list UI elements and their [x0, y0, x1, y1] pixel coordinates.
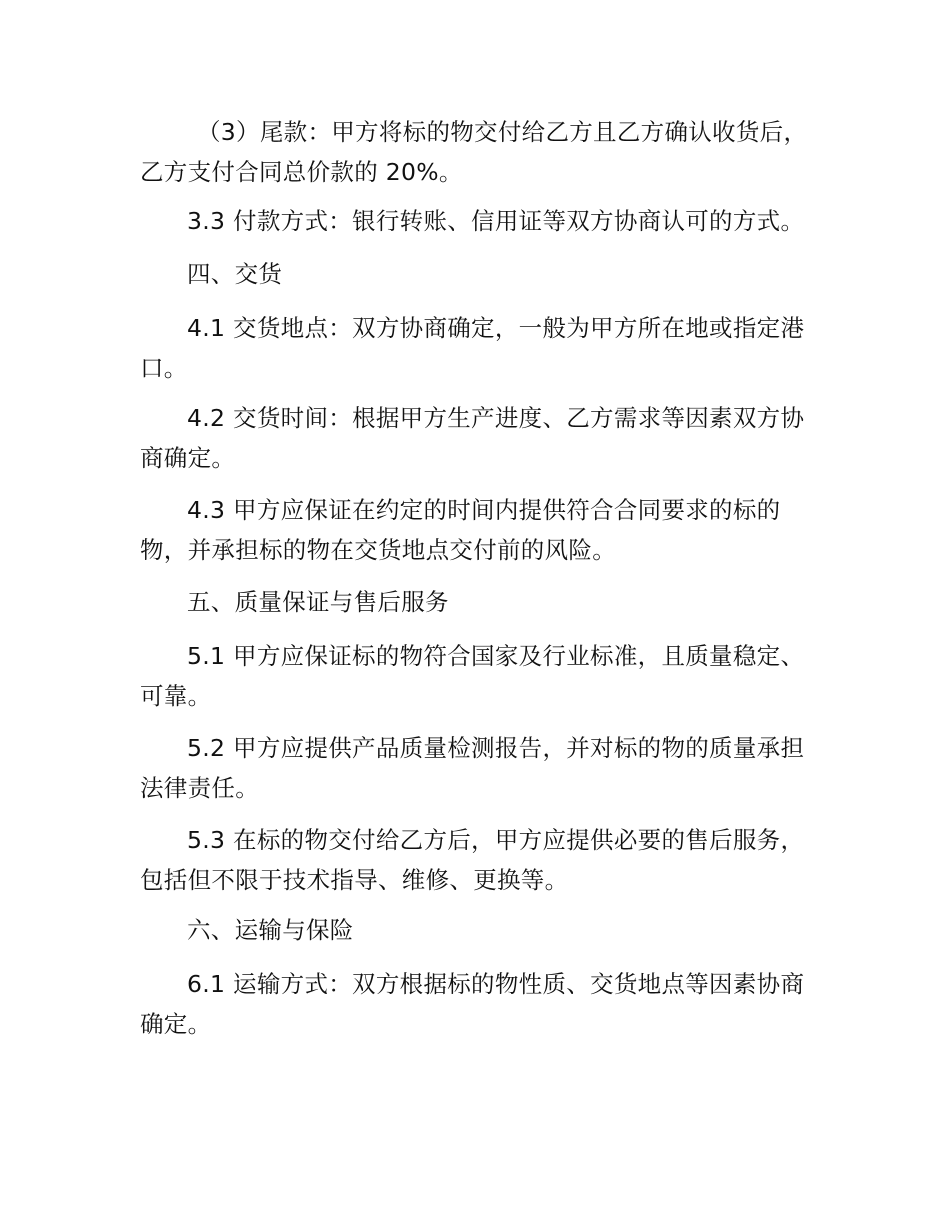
paragraph-delivery-location: 4.1 交货地点：双方协商确定，一般为甲方所在地或指定港口。 [140, 314, 805, 382]
section-heading-quality: 五、质量保证与售后服务 [187, 588, 449, 616]
paragraph-quality-standard: 5.1 甲方应保证标的物符合国家及行业标准，且质量稳定、可靠。 [140, 642, 805, 710]
paragraph-transport-method: 6.1 运输方式：双方根据标的物性质、交货地点等因素协商确定。 [140, 970, 805, 1038]
paragraph-payment-method: 3.3 付款方式：银行转账、信用证等双方协商认可的方式。 [187, 207, 805, 235]
paragraph-delivery-time: 4.2 交货时间：根据甲方生产进度、乙方需求等因素双方协商确定。 [140, 404, 805, 472]
section-heading-transport: 六、运输与保险 [187, 916, 354, 944]
paragraph-delivery-guarantee: 4.3 甲方应保证在约定的时间内提供符合合同要求的标的物，并承担标的物在交货地点交付前的风险。 [140, 496, 781, 564]
section-heading-delivery: 四、交货 [187, 260, 283, 288]
paragraph-final-payment: （3）尾款：甲方将标的物交付给乙方且乙方确认收货后，乙方支付合同总价款的 20%。 [140, 118, 808, 186]
paragraph-after-sales: 5.3 在标的物交付给乙方后，甲方应提供必要的售后服务，包括但不限于技术指导、维修、更换等。 [140, 826, 805, 894]
paragraph-quality-report: 5.2 甲方应提供产品质量检测报告，并对标的物的质量承担法律责任。 [140, 734, 805, 802]
